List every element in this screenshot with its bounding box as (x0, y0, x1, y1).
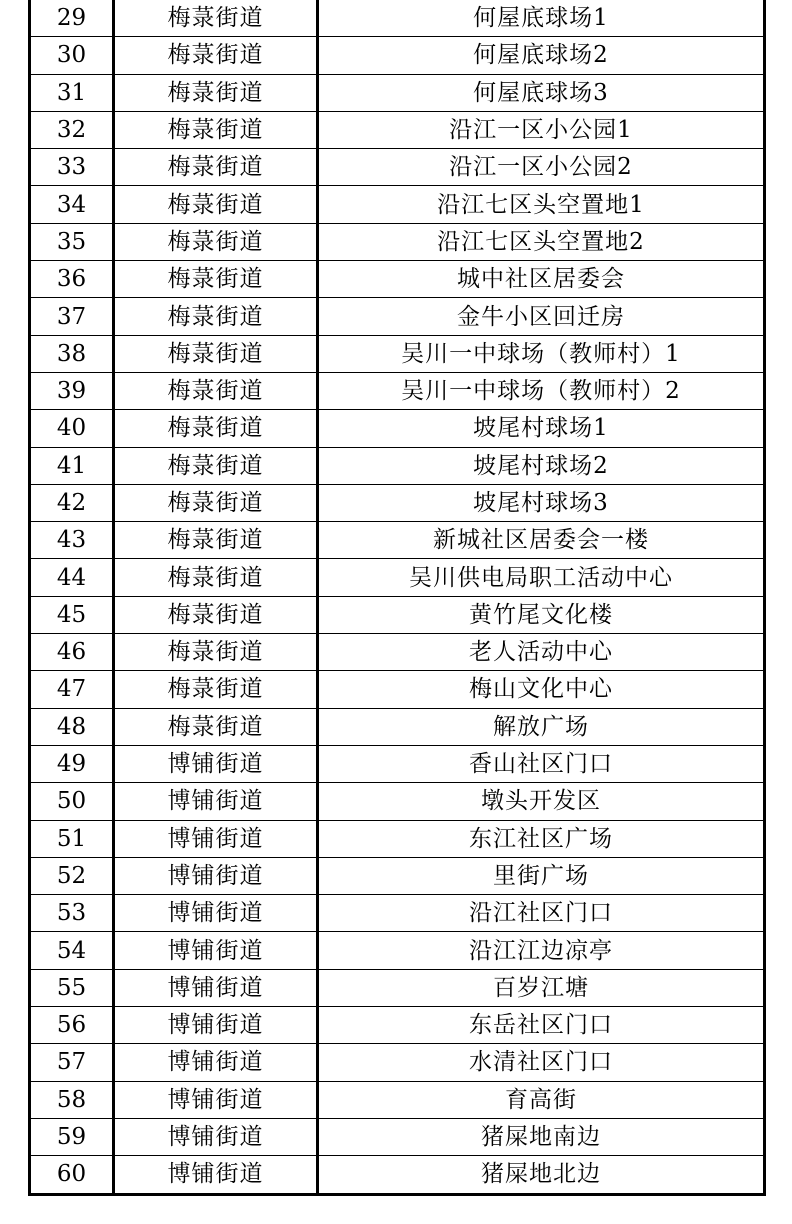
table-row (30, 596, 765, 633)
table-row (30, 111, 765, 148)
place-cell: 东江社区广场 (318, 820, 765, 857)
table-row (30, 1007, 765, 1044)
table-row (30, 932, 765, 969)
street-cell: 梅菉街道 (114, 634, 318, 671)
place-cell: 解放广场 (318, 708, 765, 745)
street-cell: 博铺街道 (114, 895, 318, 932)
place-cell: 东岳社区门口 (318, 1007, 765, 1044)
street-cell: 梅菉街道 (114, 372, 318, 409)
row-number-cell: 30 (30, 37, 114, 74)
street-cell: 梅菉街道 (114, 484, 318, 521)
row-number-cell: 46 (30, 634, 114, 671)
place-cell: 老人活动中心 (318, 634, 765, 671)
place-cell: 坡尾村球场2 (318, 447, 765, 484)
row-number-cell: 48 (30, 708, 114, 745)
table-row (30, 37, 765, 74)
street-cell: 博铺街道 (114, 1118, 318, 1155)
street-cell: 梅菉街道 (114, 223, 318, 260)
table-row (30, 1081, 765, 1118)
row-number-cell: 39 (30, 372, 114, 409)
place-cell: 城中社区居委会 (318, 261, 765, 298)
table-row (30, 186, 765, 223)
street-cell: 博铺街道 (114, 1044, 318, 1081)
row-number-cell: 56 (30, 1007, 114, 1044)
place-cell: 百岁江塘 (318, 969, 765, 1006)
place-cell: 何屋底球场1 (318, 0, 765, 37)
place-cell: 吴川一中球场（教师村）2 (318, 372, 765, 409)
place-cell: 香山社区门口 (318, 745, 765, 782)
row-number-cell: 60 (30, 1156, 114, 1194)
place-cell: 何屋底球场3 (318, 74, 765, 111)
place-cell: 猪屎地北边 (318, 1156, 765, 1194)
street-cell: 梅菉街道 (114, 261, 318, 298)
street-cell: 梅菉街道 (114, 522, 318, 559)
place-cell: 沿江江边凉亭 (318, 932, 765, 969)
place-cell: 墩头开发区 (318, 783, 765, 820)
street-cell: 博铺街道 (114, 745, 318, 782)
row-number-cell: 57 (30, 1044, 114, 1081)
table-row (30, 74, 765, 111)
table-row (30, 223, 765, 260)
place-cell: 坡尾村球场3 (318, 484, 765, 521)
document-page (28, 0, 763, 1196)
row-number-cell: 59 (30, 1118, 114, 1155)
table-row (30, 0, 765, 37)
row-number-cell: 50 (30, 783, 114, 820)
row-number-cell: 34 (30, 186, 114, 223)
street-cell: 博铺街道 (114, 820, 318, 857)
street-cell: 博铺街道 (114, 932, 318, 969)
row-number-cell: 52 (30, 857, 114, 894)
place-cell: 坡尾村球场1 (318, 410, 765, 447)
street-cell: 博铺街道 (114, 969, 318, 1006)
place-cell: 新城社区居委会一楼 (318, 522, 765, 559)
row-number-cell: 36 (30, 261, 114, 298)
table-row (30, 783, 765, 820)
place-cell: 育高街 (318, 1081, 765, 1118)
street-cell: 梅菉街道 (114, 559, 318, 596)
street-cell: 博铺街道 (114, 1007, 318, 1044)
street-cell: 梅菉街道 (114, 149, 318, 186)
street-cell: 梅菉街道 (114, 74, 318, 111)
table-row (30, 671, 765, 708)
row-number-cell: 51 (30, 820, 114, 857)
street-cell: 梅菉街道 (114, 596, 318, 633)
row-number-cell: 53 (30, 895, 114, 932)
row-number-cell: 33 (30, 149, 114, 186)
street-cell: 博铺街道 (114, 1081, 318, 1118)
place-cell: 猪屎地南边 (318, 1118, 765, 1155)
table-row (30, 745, 765, 782)
place-cell: 里街广场 (318, 857, 765, 894)
street-cell: 博铺街道 (114, 857, 318, 894)
street-cell: 梅菉街道 (114, 335, 318, 372)
table-body (30, 0, 765, 1194)
table-row (30, 447, 765, 484)
row-number-cell: 58 (30, 1081, 114, 1118)
place-cell: 水清社区门口 (318, 1044, 765, 1081)
row-number-cell: 44 (30, 559, 114, 596)
place-cell: 沿江七区头空置地1 (318, 186, 765, 223)
row-number-cell: 54 (30, 932, 114, 969)
site-table (28, 0, 766, 1196)
street-cell: 梅菉街道 (114, 447, 318, 484)
table-row (30, 1118, 765, 1155)
row-number-cell: 31 (30, 74, 114, 111)
table-row (30, 857, 765, 894)
street-cell: 梅菉街道 (114, 111, 318, 148)
place-cell: 沿江一区小公园1 (318, 111, 765, 148)
row-number-cell: 35 (30, 223, 114, 260)
row-number-cell: 41 (30, 447, 114, 484)
street-cell: 梅菉街道 (114, 186, 318, 223)
table-row (30, 149, 765, 186)
table-row (30, 634, 765, 671)
row-number-cell: 40 (30, 410, 114, 447)
table-row (30, 969, 765, 1006)
street-cell: 梅菉街道 (114, 37, 318, 74)
street-cell: 博铺街道 (114, 783, 318, 820)
row-number-cell: 47 (30, 671, 114, 708)
table-row (30, 261, 765, 298)
place-cell: 黄竹尾文化楼 (318, 596, 765, 633)
street-cell: 博铺街道 (114, 1156, 318, 1194)
row-number-cell: 42 (30, 484, 114, 521)
street-cell: 梅菉街道 (114, 0, 318, 37)
street-cell: 梅菉街道 (114, 298, 318, 335)
place-cell: 梅山文化中心 (318, 671, 765, 708)
table-row (30, 410, 765, 447)
table-row (30, 298, 765, 335)
place-cell: 沿江社区门口 (318, 895, 765, 932)
row-number-cell: 55 (30, 969, 114, 1006)
row-number-cell: 49 (30, 745, 114, 782)
table-row (30, 522, 765, 559)
table-row (30, 1156, 765, 1194)
table-row (30, 484, 765, 521)
table-row (30, 559, 765, 596)
row-number-cell: 43 (30, 522, 114, 559)
place-cell: 吴川一中球场（教师村）1 (318, 335, 765, 372)
row-number-cell: 37 (30, 298, 114, 335)
table-row (30, 708, 765, 745)
table-row (30, 372, 765, 409)
table-row (30, 820, 765, 857)
place-cell: 金牛小区回迁房 (318, 298, 765, 335)
row-number-cell: 45 (30, 596, 114, 633)
place-cell: 沿江一区小公园2 (318, 149, 765, 186)
table-row (30, 335, 765, 372)
street-cell: 梅菉街道 (114, 410, 318, 447)
street-cell: 梅菉街道 (114, 671, 318, 708)
table-row (30, 1044, 765, 1081)
table-row (30, 895, 765, 932)
row-number-cell: 29 (30, 0, 114, 37)
place-cell: 何屋底球场2 (318, 37, 765, 74)
row-number-cell: 32 (30, 111, 114, 148)
row-number-cell: 38 (30, 335, 114, 372)
place-cell: 吴川供电局职工活动中心 (318, 559, 765, 596)
place-cell: 沿江七区头空置地2 (318, 223, 765, 260)
street-cell: 梅菉街道 (114, 708, 318, 745)
